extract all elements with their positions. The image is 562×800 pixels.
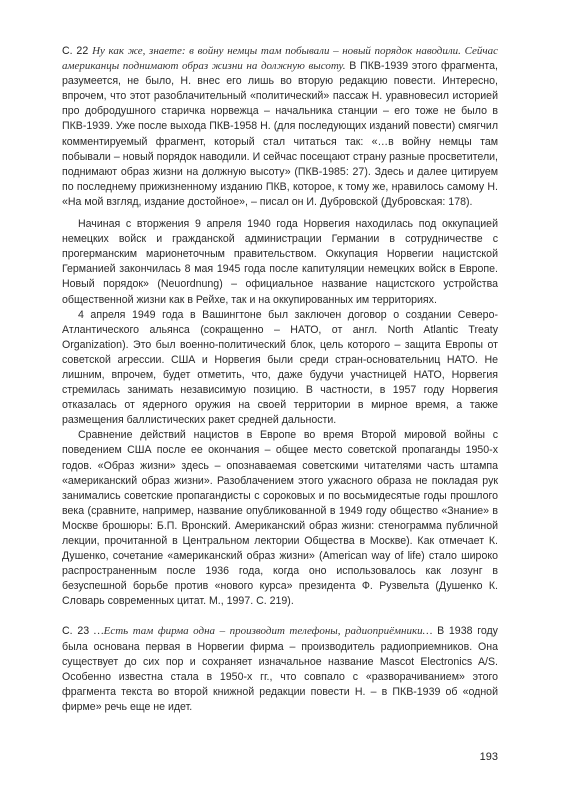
comment-text: В 1938 году была основана первая в Норвегии фирма – производитель радиоприемников. Она существует до сих пор и сохраняет изначальное название Mascot Electronics A/S. Особенно известна стала в 1950-х гг., что совпало с «разворачиванием» этого фрагмента текста во второй книжной редакции повести Н. – в ПКВ-1939 об «одной фирме» речь еще не идет. [62, 625, 498, 713]
comment-text: В ПКВ-1939 этого фрагмента, разумеется, не было, Н. внес его лишь во вторую редакцию повести. Интересно, впрочем, что этот разоблачительный «политический» пассаж Н. уравновесил историей про добродушного старичка норвежца – начальника станции – его тоже не было в ПКВ-1939. Уже после выхода ПКВ-1958 Н. (для последующих изданий повести) смягчил комментируемый фрагмент, который стал читаться так: «…в войну немцы там побывали – новый порядок наводили. И сейчас посещают страну разные просветители, поднимают образ жизни на должную высоту» (ПКВ-1985: 27). Здесь и далее цитируем по последнему прижизненному изданию ПКВ, которое, к тому же, нравилось самому Н. «На мой взгляд, издание достойное», – писал он И. Дубровской (Дубровская: 178). [62, 60, 498, 208]
page-reference: С. 23 [62, 625, 90, 638]
paragraph: 4 апреля 1949 года в Вашингтоне был заключен договор о создании Северо-Атлантического альянса (сокращенно – НАТО, от англ. North Atlantic Treaty Organization). Это был военно-политический блок, цель которого – защита Европы от советской агрессии. США и Норвегия были среди стран-основательниц НАТО. Не лишним, впрочем, будет отметить, что, даже будучи участницей НАТО, Норвегия стремилась занимать независимую позицию. В частности, в 1957 году Норвегия отказалась от ядерного оружия на своей территории в мирное время, а также размещения баллистических ракет средней дальности. [62, 308, 498, 427]
paragraph: Начиная с вторжения 9 апреля 1940 года Норвегия находилась под оккупацией немецких войск и гражданской администрации Германии в сотрудничестве с прогерманским марионеточным правительством. Оккупация Норвегии нацистской Германией закончилась 8 мая 1945 года после капитуляции немецких войск в Европе. Новый порядок» (Neuordnung) – официальное название нацистского устройства общественной жизни как в Рейхе, так и на оккупированных им территориях. [62, 218, 498, 306]
paragraph: Сравнение действий нацистов в Европе во время Второй мировой войны с поведением США после ее окончания – общее место советской пропаганды 1950-х годов. «Образ жизни» здесь – опознаваемая советскими читателями часть штампа «американский образ жизни». Разоблачением этого ужасного образа не покладая рук занимались советские пропагандисты с сороковых и по восьмидесятые годы прошлого века (сравните, например, название опубликованной в 1949 году общество «Знание» в Москве брошюры: Б.П. Вронский. Американский образ жизни: стенограмма публичной лекции, прочитанной в Центральном лектории Общества в Москве). Как отмечает К. Душенко, сочетание «американский образ жизни» (American way of life) стало широко распространенным после 1936 года, когда оно использовалось как лозунг в безуспешной борьбе против «нового курса» президента Ф. Рузвельта (Душенко К. Словарь современных цитат. М., 1997. С. 219). [62, 429, 498, 608]
comment-section-p22 [62, 44, 498, 609]
quoted-fragment: …Есть там фирма одна – производит телефоны, радиоприёмники… [93, 625, 433, 638]
comment-entry-p22 [62, 44, 498, 210]
comment-entry-p23 [62, 624, 498, 715]
comment-section-p23 [62, 624, 498, 715]
quoted-fragment: Ну как же, знаете: в войну немцы там побывали – новый порядок наводили. Сейчас американцы поднимают образ жизни на должную высоту. [62, 45, 498, 73]
page-reference: С. 22 [62, 45, 89, 57]
page-number: 193 [479, 751, 498, 763]
page-body [62, 44, 498, 730]
